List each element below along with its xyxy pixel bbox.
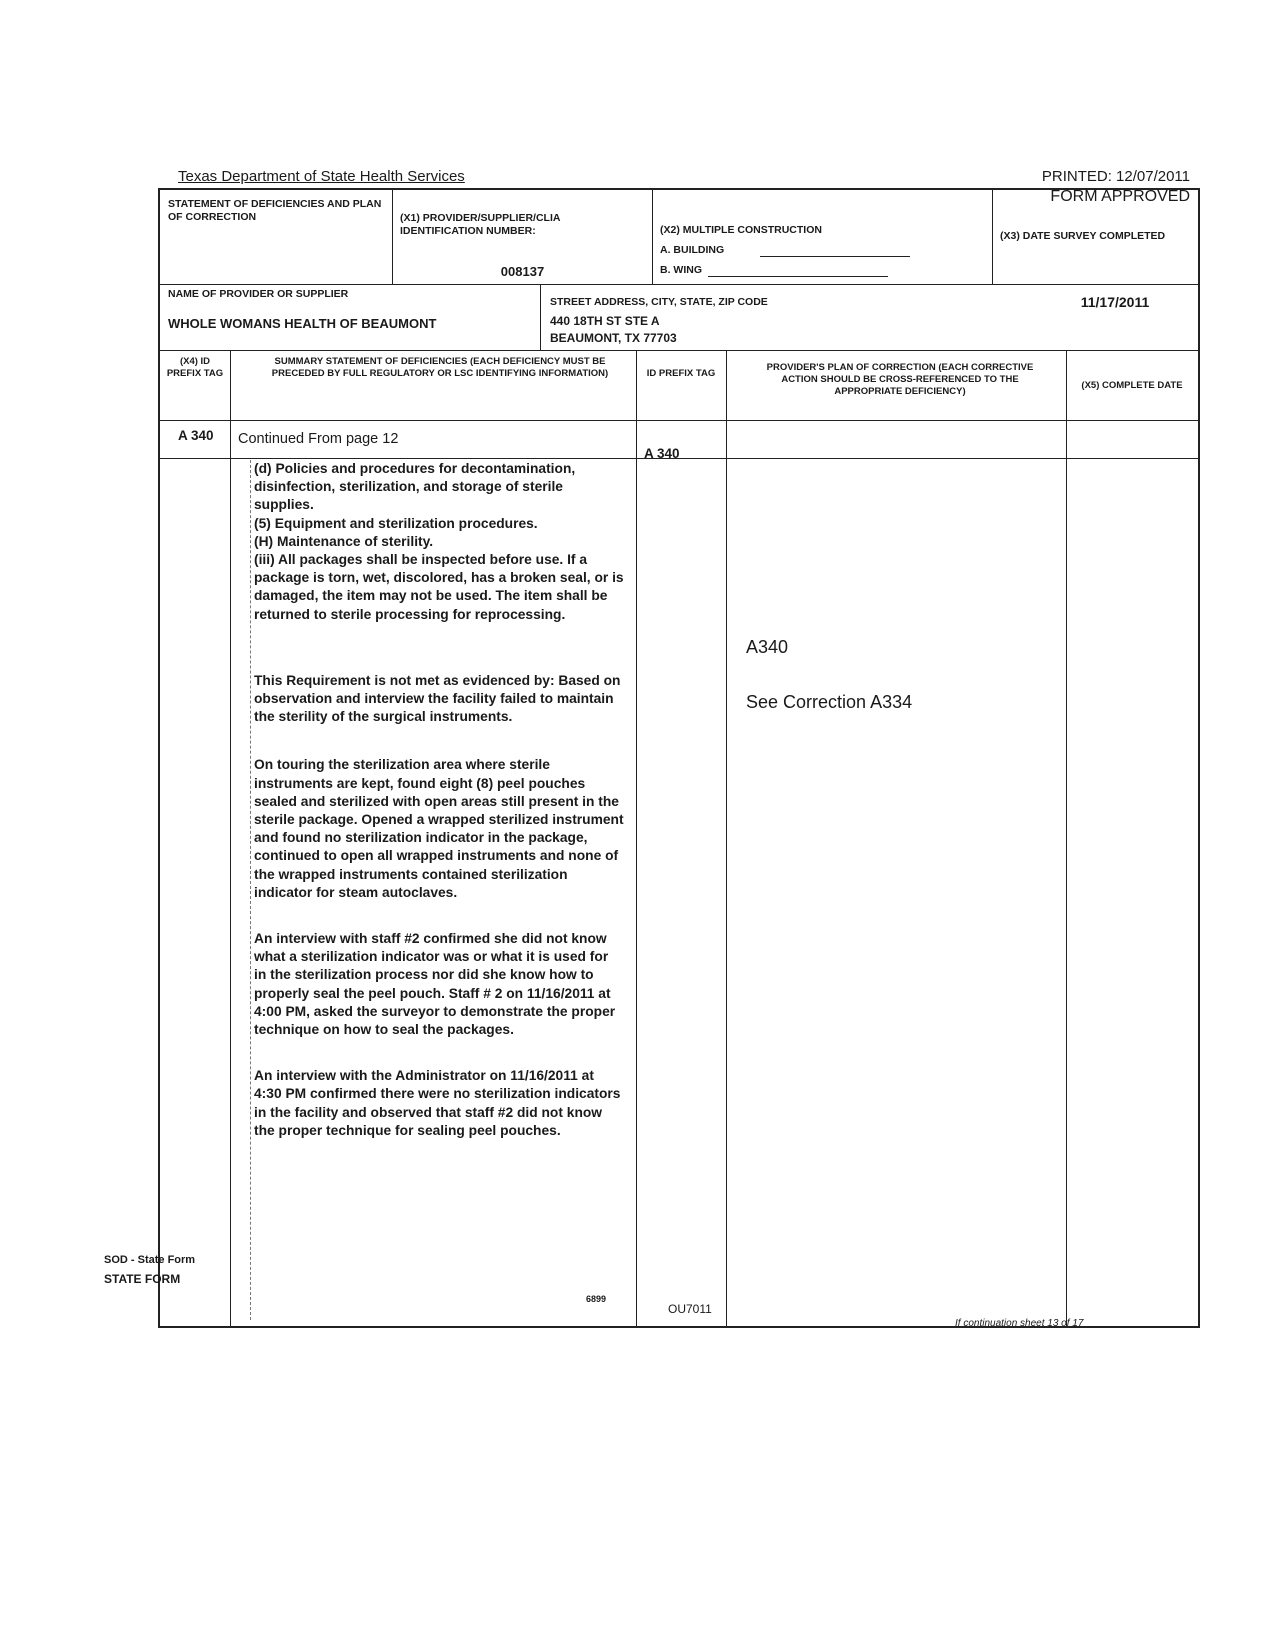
plan-tag: A340 [746, 637, 789, 657]
col-id-header: ID PREFIX TAG [646, 368, 716, 379]
col-x5-header: (X5) COMPLETE DATE [1081, 380, 1183, 391]
para-equipment: (5) Equipment and sterilization procedures. [254, 515, 538, 531]
para-admin-interview: An interview with the Administrator on 11/16/2011 at 4:30 PM confirmed there were no sterilization indicators in the facility and observed that staff #2 did not know the proper technique for sealing peel pouches. [254, 1068, 621, 1138]
footer-state-form: STATE FORM [104, 1272, 181, 1286]
tag-right: A 340 [644, 446, 680, 461]
col-x4-header: (X4) ID PREFIX TAG [166, 356, 224, 379]
footer-mark: 6899 [586, 1294, 607, 1304]
divider [230, 350, 231, 1328]
continued-note: Continued From page 12 [238, 431, 399, 447]
tag-left: A 340 [178, 428, 214, 443]
divider [1066, 350, 1067, 1328]
divider [540, 284, 541, 350]
para-packages: (iii) All packages shall be inspected before use. If a package is torn, wet, discolored, has a broken seal, or is damaged, the item may not be used. The item shall be returned to sterile processing for reprocessing. [254, 552, 624, 622]
address-line-2: BEAUMONT, TX 77703 [550, 331, 677, 345]
para-maintenance: (H) Maintenance of sterility. [254, 533, 434, 549]
x2-wing-label: B. WING [660, 264, 702, 276]
divider [160, 350, 1198, 351]
para-touring: On touring the sterilization area where sterile instruments are kept, found eight (8) peel pouches sealed and sterilized with open areas still present in the sterile package. Opened a wrapped sterilized instrument and found no sterilization indicator in the package, continued to open all wrapped instruments and none of the wrapped instruments contained sterilization indicator for steam autoclaves. [254, 757, 624, 900]
statement-label: STATEMENT OF DEFICIENCIES AND PLAN OF CORRECTION [168, 198, 382, 223]
divider [636, 350, 637, 1328]
divider [726, 350, 727, 1328]
x1-value: 008137 [500, 264, 545, 279]
building-blank [760, 256, 910, 257]
address-line-1: 440 18TH ST STE A [550, 314, 660, 328]
divider [652, 190, 653, 284]
provider-name-label: NAME OF PROVIDER OR SUPPLIER [168, 288, 349, 300]
plan-text: See Correction A334 [746, 692, 913, 712]
divider [160, 420, 1198, 421]
x3-value: 11/17/2011 [1080, 294, 1150, 310]
footer-sheet: If continuation sheet 13 of 17 [955, 1318, 1084, 1329]
para-staff-interview: An interview with staff #2 confirmed she did not know what a sterilization indicator was or what it is used for in the sterilization process nor did she know how to properly seal the peel pouch. Staff # 2 on 11/16/2011 at 4:00 PM, asked the surveyor to demonstrate the proper technique on how to seal the packages. [254, 931, 616, 1038]
margin-line [250, 460, 251, 1320]
agency-name: Texas Department of State Health Services [178, 168, 465, 185]
address-label: STREET ADDRESS, CITY, STATE, ZIP CODE [550, 296, 768, 308]
deficiency-text [254, 460, 624, 1140]
x2-building-label: A. BUILDING [660, 244, 725, 256]
col-plan-header: PROVIDER'S PLAN OF CORRECTION (EACH CORRECTIVE ACTION SHOULD BE CROSS-REFERENCED TO THE APPROPRIATE DEFICIENCY) [766, 362, 1034, 397]
col-summary-header: SUMMARY STATEMENT OF DEFICIENCIES (EACH DEFICIENCY MUST BE PRECEDED BY FULL REGULATORY OR LSC IDENTIFYING INFORMATION) [271, 356, 609, 379]
deficiency-form [158, 188, 1200, 1328]
footer-sod: SOD - State Form [104, 1254, 196, 1266]
footer-event-id: OU7011 [668, 1302, 712, 1316]
x1-label: (X1) PROVIDER/SUPPLIER/CLIA IDENTIFICATION NUMBER: [400, 212, 561, 237]
wing-blank [708, 276, 888, 277]
divider [160, 284, 1198, 285]
x3-label: (X3) DATE SURVEY COMPLETED [1000, 230, 1166, 242]
x2-label: (X2) MULTIPLE CONSTRUCTION [660, 224, 822, 236]
divider [992, 190, 993, 284]
para-policies: (d) Policies and procedures for decontamination, disinfection, sterilization, and storage of sterile supplies. [254, 461, 576, 513]
divider [392, 190, 393, 284]
printed-date: PRINTED: 12/07/2011 [1041, 168, 1190, 185]
form-approved: FORM APPROVED [1050, 188, 1190, 205]
provider-name: WHOLE WOMANS HEALTH OF BEAUMONT [168, 316, 437, 331]
para-requirement: This Requirement is not met as evidenced by: Based on observation and interview the facility failed to maintain the sterility of the surgical instruments. [254, 672, 621, 725]
